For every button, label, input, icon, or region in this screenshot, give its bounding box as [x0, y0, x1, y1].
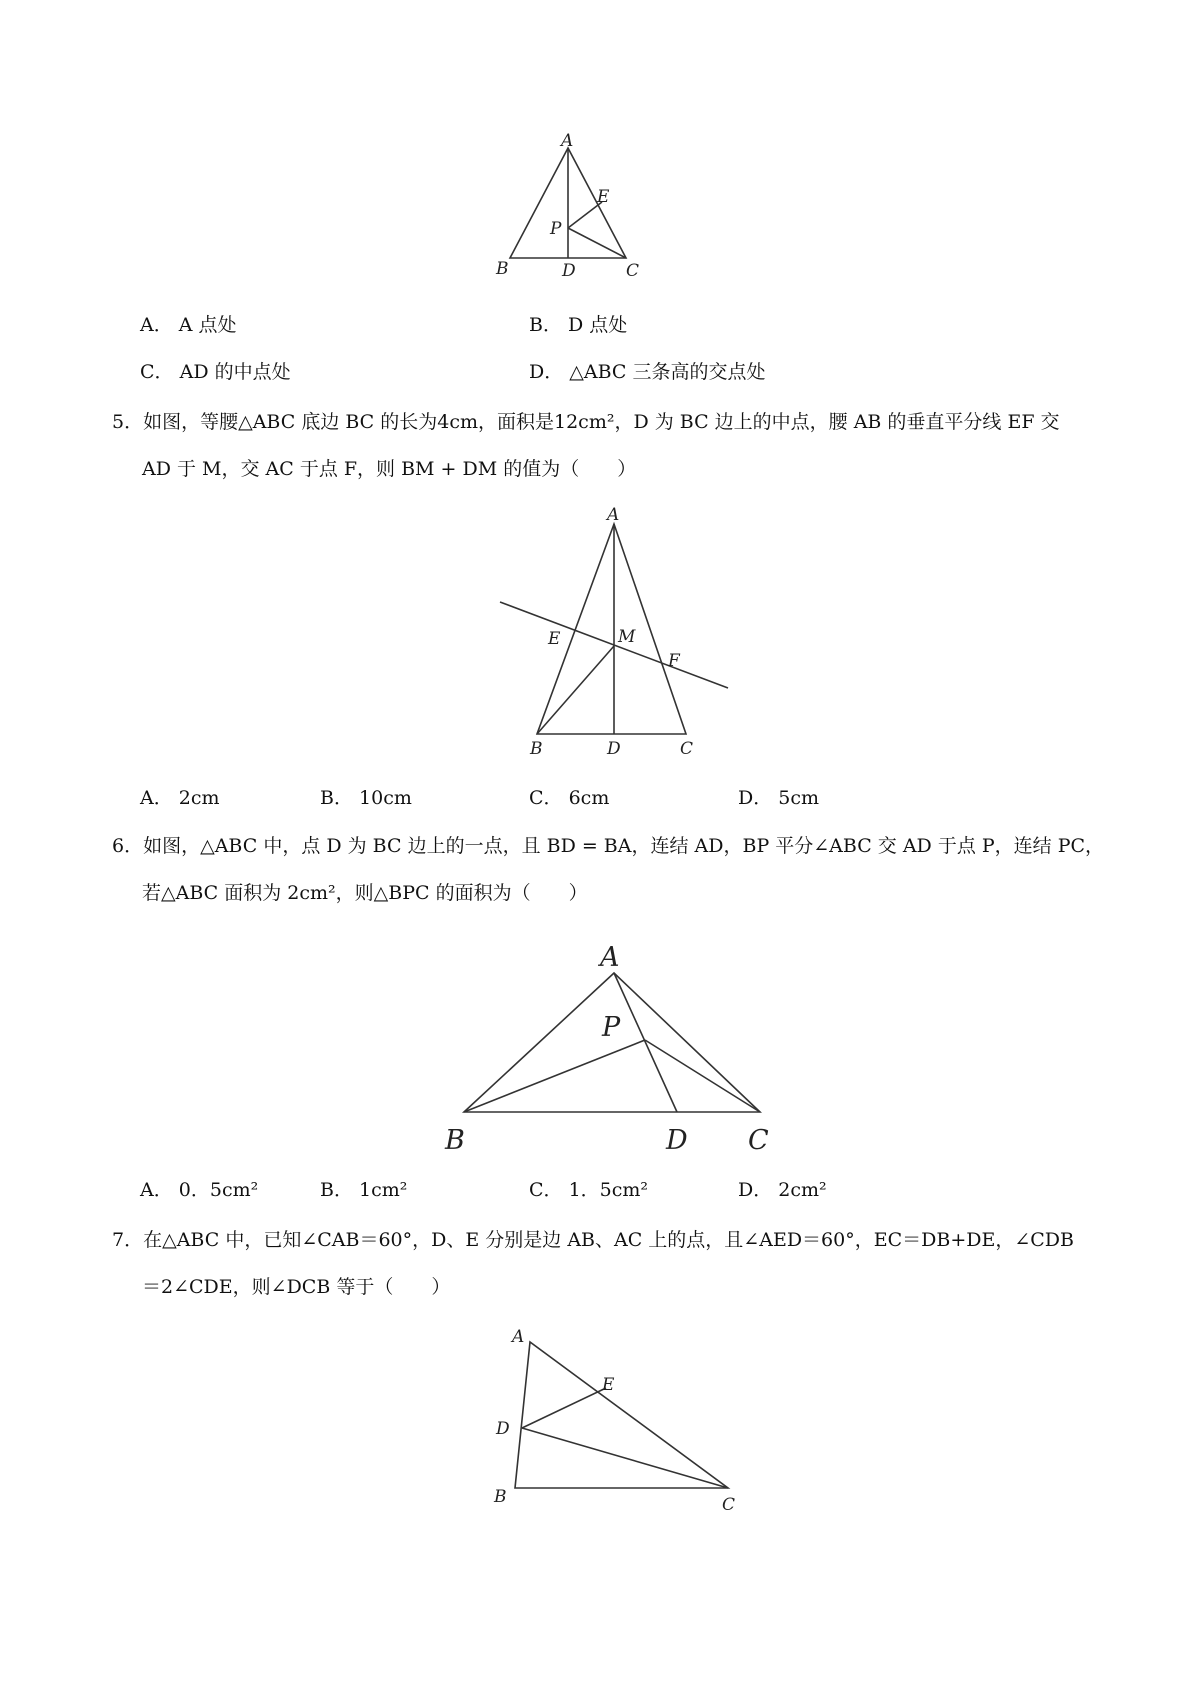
- q6-option-a-text: 0．5cm²: [178, 1179, 259, 1201]
- q5-label-b: B: [530, 739, 543, 758]
- q5-option-c: [529, 784, 609, 812]
- q4-label-c: C: [626, 261, 640, 281]
- q7-stem-line2: [142, 1273, 450, 1301]
- q4-option-c-key: C．: [140, 361, 174, 383]
- q5-option-a-key: A．: [140, 787, 173, 809]
- q4-label-d: D: [562, 261, 576, 281]
- q6-option-c-text: 1．5cm²: [568, 1179, 649, 1201]
- q4-label-a: A: [561, 131, 574, 151]
- q5-label-c: C: [680, 739, 694, 758]
- q5-option-c-key: C．: [529, 787, 563, 809]
- q7-segment-dc: [522, 1428, 728, 1488]
- q6-stem-line1: [112, 832, 1104, 860]
- q4-label-p: P: [550, 219, 562, 239]
- q6-option-b: [320, 1176, 407, 1204]
- q4-option-d-key: D．: [529, 361, 564, 383]
- q4-option-b-key: B．: [529, 314, 562, 336]
- q7-label-b: B: [494, 1487, 507, 1507]
- q7-stem-line1: [112, 1226, 1074, 1254]
- q5-text-line1: 如图，等腰△ABC 底边 BC 的长为4cm，面积是12cm²，D 为 BC 边上的中点，腰 AB 的垂直平分线 EF 交: [143, 411, 1060, 433]
- q4-option-a: [140, 311, 237, 339]
- q5-label-m: M: [618, 627, 636, 647]
- q7-text-line2: ＝2∠CDE，则∠DCB 等于（ ）: [142, 1276, 451, 1298]
- figure-q5-triangle: [490, 498, 740, 758]
- figure-q7-triangle: [480, 1320, 750, 1520]
- q6-text-line2: 若△ABC 面积为 2cm²，则△BPC 的面积为（ ）: [142, 882, 588, 904]
- q7-text-line1: 在△ABC 中，已知∠CAB＝60°，D、E 分别是边 AB、AC 上的点，且∠AED＝60°，EC＝DB+DE，∠CDB: [143, 1229, 1075, 1251]
- q6-segment-pc: [645, 1040, 760, 1112]
- q4-option-a-key: A．: [140, 314, 173, 336]
- q6-segment-bp: [464, 1040, 645, 1112]
- q4-label-b: B: [496, 259, 509, 279]
- q5-text-line2: AD 于 M，交 AC 于点 F，则 BM + DM 的值为（ ）: [142, 458, 637, 480]
- q6-option-c-key: C．: [529, 1179, 563, 1201]
- q6-label-a: A: [600, 942, 620, 973]
- q6-label-p: P: [602, 1012, 621, 1043]
- q4-option-c-text: AD 的中点处: [179, 361, 291, 383]
- q4-option-b-text: D 点处: [568, 314, 628, 336]
- q5-option-d-key: D．: [738, 787, 773, 809]
- q5-label-e: E: [548, 629, 561, 649]
- q7-label-e: E: [602, 1375, 615, 1395]
- q5-option-b-key: B．: [320, 787, 353, 809]
- q5-option-b: [320, 784, 412, 812]
- q7-number: 7．: [112, 1229, 144, 1251]
- q6-option-a-key: A．: [140, 1179, 173, 1201]
- q6-option-a: [140, 1176, 258, 1204]
- figure-q4-triangle: [480, 130, 680, 290]
- q5-number: 5．: [112, 411, 144, 433]
- q6-option-d-text: 2cm²: [778, 1179, 827, 1201]
- q4-option-b: [529, 311, 627, 339]
- q5-segment-bm: [537, 646, 614, 734]
- q4-option-c: [140, 358, 291, 386]
- q6-segment-ad: [614, 973, 677, 1112]
- q5-option-c-text: 6cm: [568, 787, 610, 809]
- q5-label-d: D: [607, 739, 621, 758]
- q7-label-d: D: [496, 1419, 510, 1439]
- q7-label-a: A: [512, 1327, 525, 1347]
- q7-segment-de: [522, 1388, 606, 1428]
- q6-option-c: [529, 1176, 648, 1204]
- q4-option-d-text: △ABC 三条高的交点处: [569, 361, 766, 383]
- q6-label-b: B: [445, 1125, 465, 1155]
- q6-option-d: [738, 1176, 827, 1204]
- q6-text-line1: 如图，△ABC 中，点 D 为 BC 边上的一点，且 BD = BA，连结 AD，BP 平分∠ABC 交 AD 于点 P，连结 PC，: [143, 835, 1105, 857]
- q6-option-b-text: 1cm²: [359, 1179, 408, 1201]
- q6-label-c: C: [748, 1125, 769, 1155]
- q6-option-b-key: B．: [320, 1179, 353, 1201]
- q6-label-d: D: [666, 1125, 688, 1155]
- q4-label-e: E: [597, 187, 610, 207]
- q6-option-d-key: D．: [738, 1179, 773, 1201]
- q6-number: 6．: [112, 835, 144, 857]
- q7-label-c: C: [722, 1495, 736, 1515]
- q5-label-f: F: [668, 651, 680, 671]
- q5-stem-line1: [112, 408, 1060, 436]
- q5-stem-line2: [142, 455, 636, 483]
- q4-option-d: [529, 358, 766, 386]
- q6-stem-line2: [142, 879, 588, 907]
- q5-option-a: [140, 784, 220, 812]
- figure-q6-triangle: [440, 935, 790, 1155]
- q7-triangle-abc: [515, 1342, 728, 1488]
- q5-option-a-text: 2cm: [178, 787, 220, 809]
- q5-option-d: [738, 784, 819, 812]
- q5-option-b-text: 10cm: [359, 787, 412, 809]
- q5-label-a: A: [607, 505, 620, 525]
- q5-option-d-text: 5cm: [778, 787, 820, 809]
- q4-option-a-text: A 点处: [178, 314, 237, 336]
